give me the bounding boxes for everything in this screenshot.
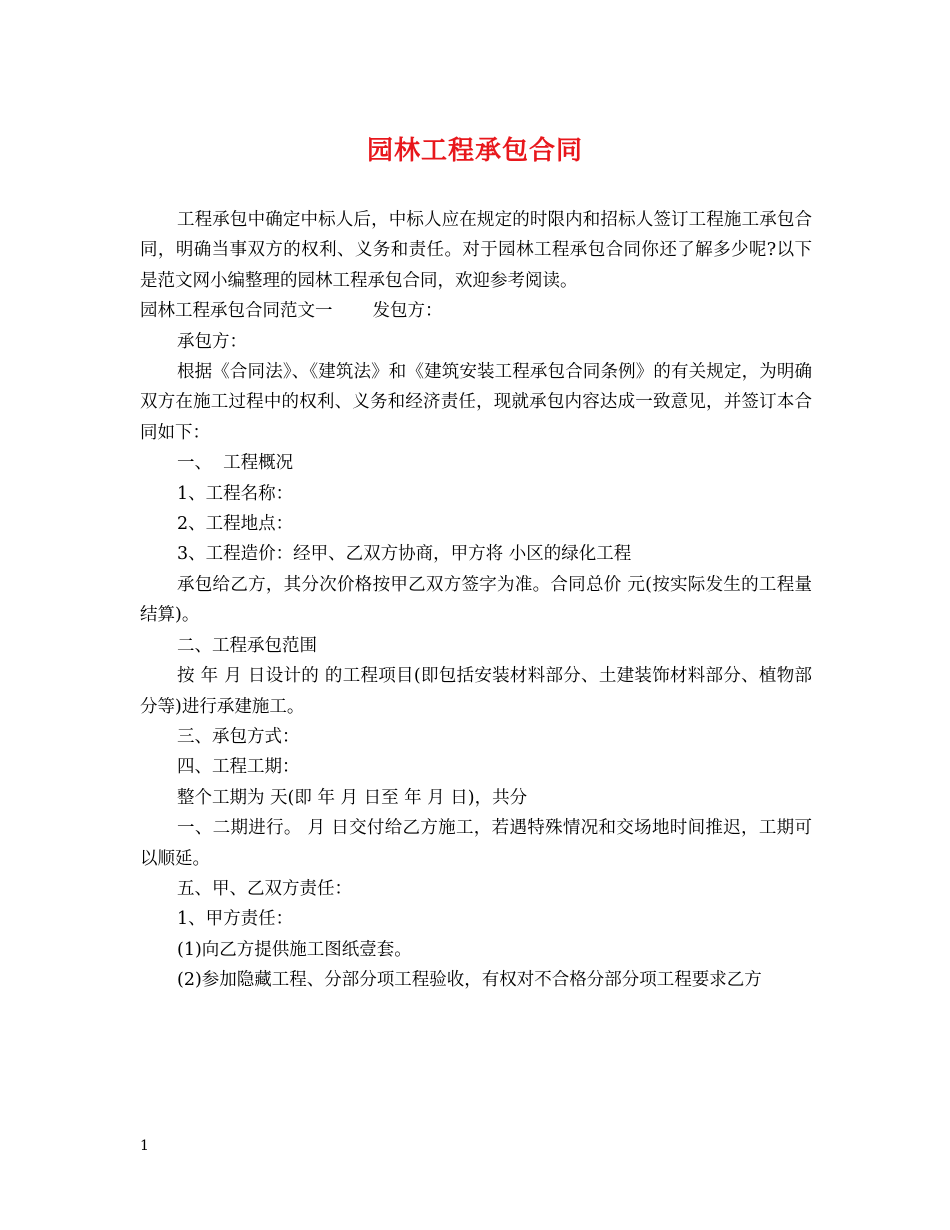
scope-paragraph: 按 年 月 日设计的 的工程项目(即包括安装材料部分、土建装饰材料部分、植物部分等)进行承建施工。 xyxy=(140,666,812,717)
project-name-line: 1、工程名称： xyxy=(177,483,294,504)
preamble-paragraph: 根据《合同法》、《建筑法》和《建筑安装工程承包合同条例》的有关规定，为明确双方在施工过程中的权利、义务和经济责任，现就承包内容达成一致意见，并签订本合同如下： xyxy=(140,362,812,443)
document-title: 园林工程承包合同 xyxy=(366,136,583,166)
section-heading-schedule: 四、工程工期： xyxy=(177,757,300,778)
employer-label: 发包方： xyxy=(372,301,443,322)
contractor-label: 承包方： xyxy=(177,331,247,352)
page-number: 1 xyxy=(140,1138,149,1154)
sample-heading-line xyxy=(140,296,812,326)
responsibility-item-1: (1)向乙方提供施工图纸壹套。 xyxy=(177,939,412,960)
phase-paragraph: 一、二期进行。 月 日交付给乙方施工，若遇特殊情况和交场地时间推迟，工期可以顺延。 xyxy=(140,818,812,869)
sample-heading: 园林工程承包合同范文一 xyxy=(140,301,333,322)
project-location-line: 2、工程地点： xyxy=(177,514,294,535)
schedule-line: 整个工期为 天(即 年 月 日至 年 月 日)，共分 xyxy=(177,787,528,808)
employer-responsibility-heading: 1、甲方责任： xyxy=(177,909,294,930)
contract-price-paragraph: 承包给乙方，其分次价格按甲乙双方签字为准。合同总价 元(按实际发生的工程量结算)。 xyxy=(140,574,812,626)
section-heading-scope: 二、工程承包范围 xyxy=(177,635,317,656)
section-heading-method: 三、承包方式： xyxy=(177,726,300,747)
document-body xyxy=(140,205,812,996)
section-heading-responsibilities: 五、甲、乙双方责任： xyxy=(177,878,352,899)
project-cost-line: 3、工程造价：经甲、乙双方协商，甲方将 小区的绿化工程 xyxy=(177,544,632,565)
responsibility-item-2: (2)参加隐藏工程、分部分项工程验收，有权对不合格分部分项工程要求乙方 xyxy=(177,970,762,991)
intro-paragraph: 工程承包中确定中标人后，中标人应在规定的时限内和招标人签订工程施工承包合同，明确当事双方的权利、义务和责任。对于园林工程承包合同你还了解多少呢?以下是范文网小编整理的园林工程承包合同，欢迎参考阅读。 xyxy=(140,210,812,291)
section-heading-overview: 一、 工程概况 xyxy=(177,453,294,474)
